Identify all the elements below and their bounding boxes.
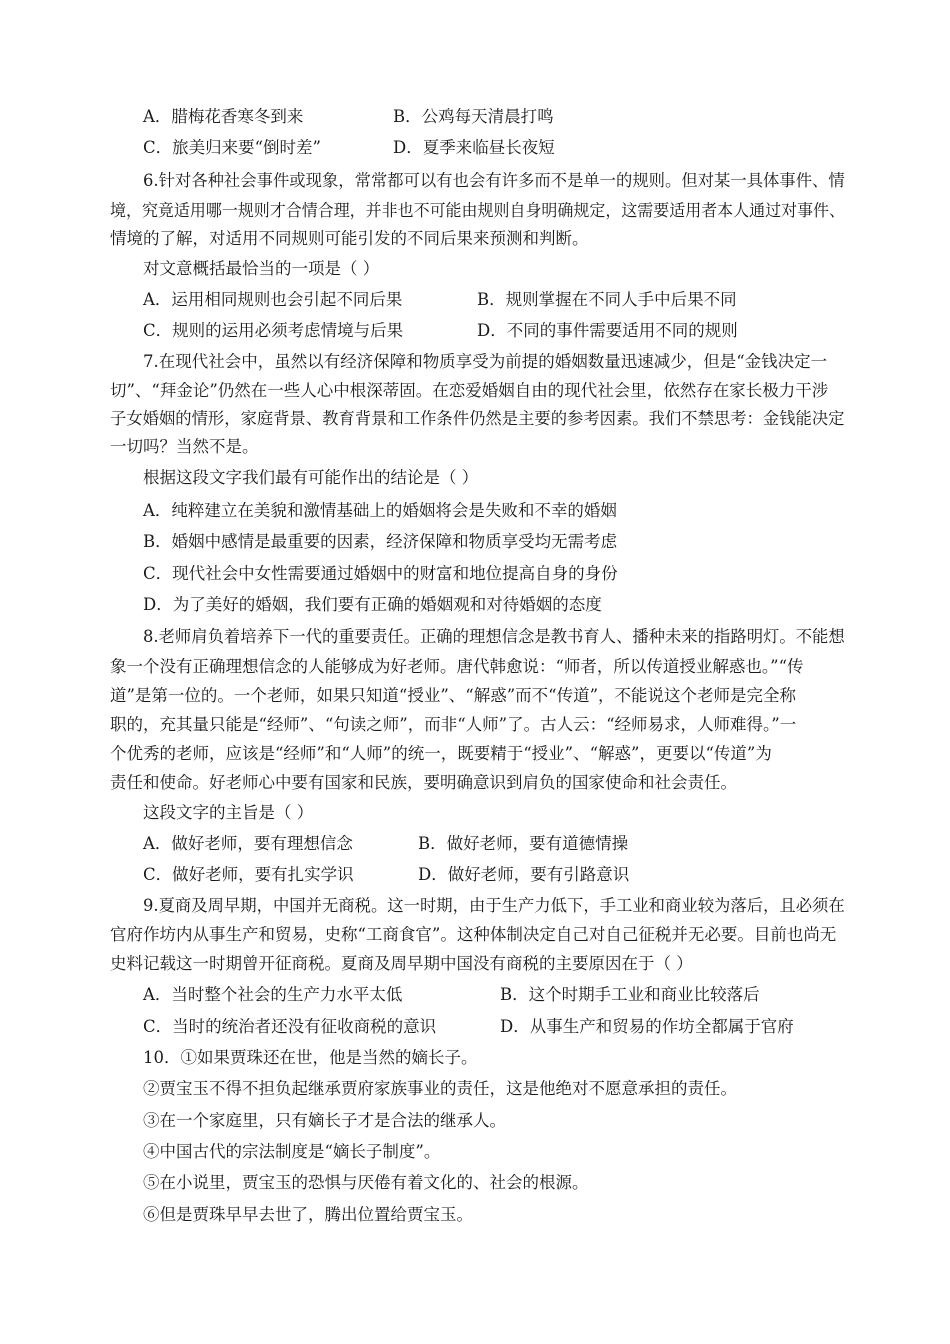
- q10-sentence-6: ⑥但是贾珠早早去世了，腾出位置给贾宝玉。: [143, 1205, 473, 1224]
- q6-stem-line-1: 6.针对各种社会事件或现象，常常都可以有也会有许多而不是单一的规则。但对某一具体事件、情: [143, 171, 845, 190]
- q6-stem-line-3: 情境的了解，对适用不同规则可能引发的不同后果来预测和判断。: [110, 229, 589, 248]
- q6-question: 对文意概括最恰当的一项是（ ）: [143, 259, 380, 278]
- q5-option-d: D．夏季来临昼长夜短: [393, 138, 555, 157]
- q7-option-c: C．现代社会中女性需要通过婚姻中的财富和地位提高自身的身份: [143, 564, 618, 583]
- q10-sentence-3: ③在一个家庭里，只有嫡长子才是合法的继承人。: [143, 1111, 506, 1130]
- q10-sentence-5: ⑤在小说里，贾宝玉的恐惧与厌倦有着文化的、社会的根源。: [143, 1173, 589, 1192]
- q8-stem-line-2: 象一个没有正确理想信念的人能够成为好老师。唐代韩愈说：“师者，所以传道授业解惑也。”“传: [110, 657, 804, 676]
- q8-option-a: A．做好老师，要有理想信念: [143, 834, 353, 853]
- q9-stem-line-2: 官府作坊内从事生产和贸易，史称“工商食官”。这种体制决定自己对自己征税并无必要。目前也尚无: [110, 925, 837, 944]
- q7-option-d: D．为了美好的婚姻，我们要有正确的婚姻观和对待婚姻的态度: [143, 595, 602, 614]
- q10-sentence-4: ④中国古代的宗法制度是“嫡长子制度”。: [143, 1142, 441, 1161]
- q5-option-b: B．公鸡每天清晨打鸣: [393, 107, 554, 126]
- q7-question: 根据这段文字我们最有可能作出的结论是（ ）: [143, 468, 479, 487]
- q10-sentence-1: 10．①如果贾珠还在世，他是当然的嫡长子。: [143, 1048, 478, 1067]
- q9-option-d: D．从事生产和贸易的作坊全都属于官府: [500, 1017, 794, 1036]
- q9-stem-line-1: 9.夏商及周早期，中国并无商税。这一时期，由于生产力低下，手工业和商业较为落后，且必须在: [143, 896, 845, 915]
- q7-stem-line-3: 子女婚姻的情形，家庭背景、教育背景和工作条件仍然是主要的参考因素。我们不禁思考：金钱能决定: [110, 409, 845, 428]
- q8-option-d: D．做好老师，要有引路意识: [418, 865, 630, 884]
- q6-option-c: C．规则的运用必须考虑情境与后果: [143, 321, 404, 340]
- q8-stem-line-3: 道”是第一位的。一个老师，如果只知道“授业”、“解惑”而不“传道”，不能说这个老师是完全称: [110, 686, 797, 705]
- q8-question: 这段文字的主旨是（ ）: [143, 803, 314, 822]
- q7-stem-line-2: 切”、“拜金论”仍然在一些人心中根深蒂固。在恋爱婚姻自由的现代社会里，依然存在家长极力干涉: [110, 381, 829, 400]
- q9-option-b: B．这个时期手工业和商业比较落后: [500, 985, 760, 1004]
- q8-stem-line-5: 个优秀的老师，应该是“经师”和“人师”的统一，既要精于“授业”、“解惑”，更要以“传道”为: [110, 744, 772, 763]
- q5-option-a: A．腊梅花香寒冬到来: [143, 107, 304, 126]
- q10-sentence-2: ②贾宝玉不得不担负起继承贾府家族事业的责任，这是他绝对不愿意承担的责任。: [143, 1079, 737, 1098]
- q7-option-a: A．纯粹建立在美貌和激情基础上的婚姻将会是失败和不幸的婚姻: [143, 501, 617, 520]
- q8-option-c: C．做好老师，要有扎实学识: [143, 865, 354, 884]
- q8-stem-line-4: 职的，充其量只能是“经师”、“句读之师”，而非“人师”了。古人云：“经师易求，人师难得。”一: [110, 715, 797, 734]
- q8-stem-line-6: 责任和使命。好老师心中要有国家和民族，要明确意识到肩负的国家使命和社会责任。: [110, 773, 737, 792]
- q8-stem-line-1: 8.老师肩负着培养下一代的重要责任。正确的理想信念是教书育人、播种未来的指路明灯。不能想: [143, 627, 845, 646]
- q8-option-b: B．做好老师，要有道德情操: [418, 834, 629, 853]
- q5-option-c: C．旅美归来要“倒时差”: [143, 138, 321, 157]
- q9-stem-line-3: 史料记载这一时期曾开征商税。夏商及周早期中国没有商税的主要原因在于（ ）: [110, 954, 693, 973]
- q6-option-a: A．运用相同规则也会引起不同后果: [143, 290, 403, 309]
- q9-option-a: A．当时整个社会的生产力水平太低: [143, 985, 403, 1004]
- q6-option-b: B．规则掌握在不同人手中后果不同: [477, 290, 737, 309]
- q7-option-b: B．婚姻中感情是最重要的因素，经济保障和物质享受均无需考虑: [143, 532, 618, 551]
- q7-stem-line-4: 一切吗？当然不是。: [110, 437, 259, 456]
- q6-stem-line-2: 境，究竟适用哪一规则才合情合理，并非也不可能由规则自身明确规定，这需要适用者本人通过对事件、: [110, 201, 846, 220]
- q6-option-d: D．不同的事件需要适用不同的规则: [477, 321, 738, 340]
- q9-option-c: C．当时的统治者还没有征收商税的意识: [143, 1017, 437, 1036]
- q7-stem-line-1: 7.在现代社会中，虽然以有经济保障和物质享受为前提的婚姻数量迅速减少，但是“金钱决定一: [143, 352, 828, 371]
